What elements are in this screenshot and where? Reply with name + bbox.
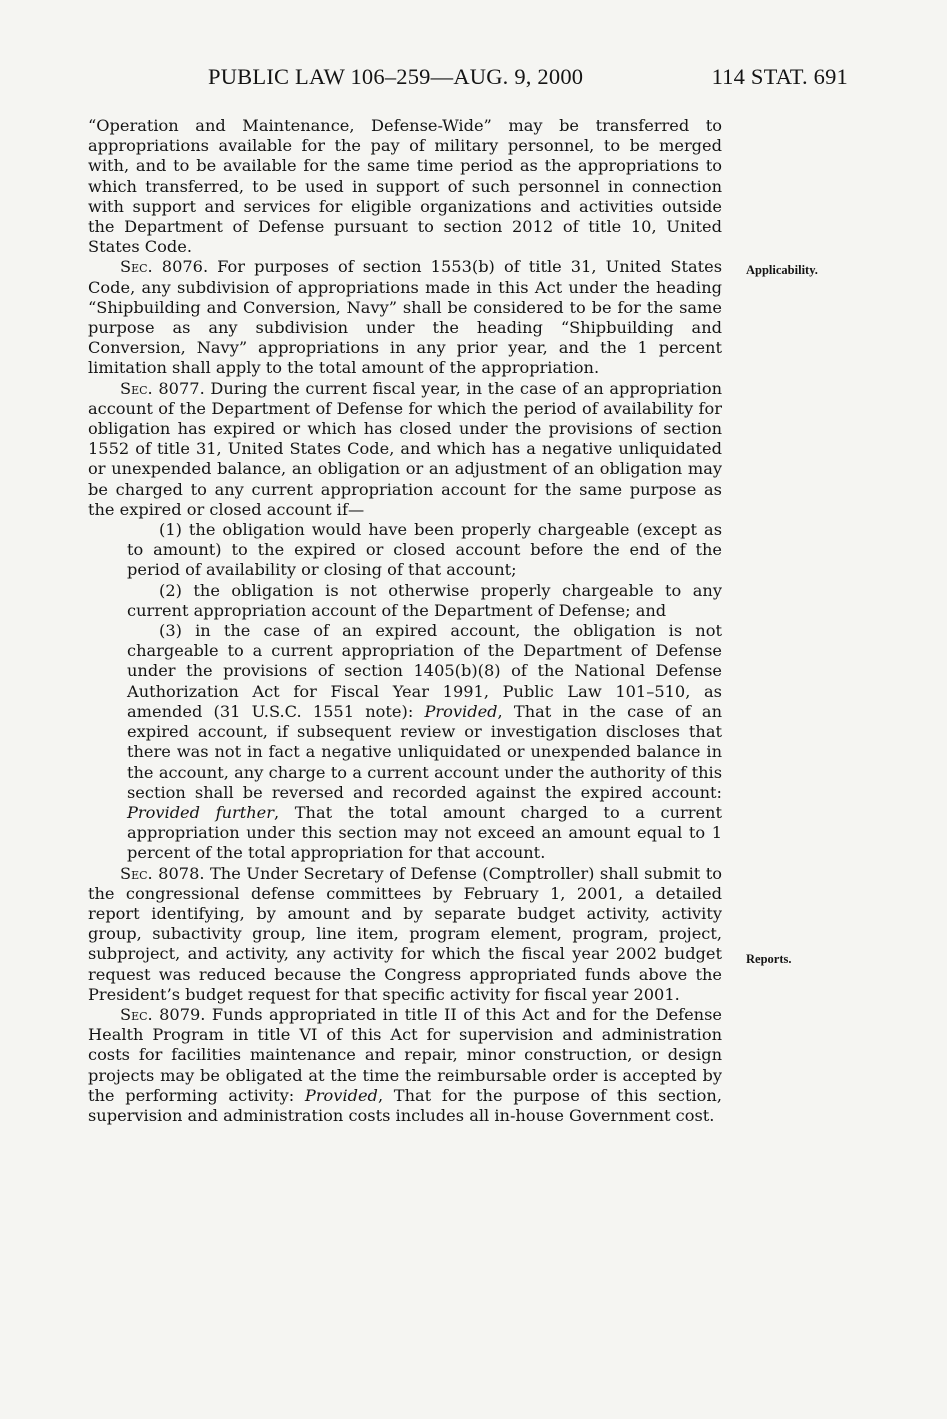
section-8078-text: . 8078. The Under Secretary of Defense (Comptroller) shall submit to the congressional defense committees by February 1, 2001, a detailed report identifying, by amount and by separate budget activity, activity group, subactivity group, line item, program element, program, project, subproject, and activity, any activity for which the fiscal year 2002 budget request was reduced because the Congress appropriated funds above the President’s budget request for that specific activity for fiscal year 2001. — [88, 863, 722, 1004]
section-8079-text-a: . 8079. Funds appropriated in title II of this Act and for the Defense Health Program in title VI of this Act for supervision and administration costs for facilities maintenance and repair, minor construction, or design projects may be obligated at the time the reimbursable order is accepted by the performing activity: — [88, 1004, 722, 1105]
paragraph-continuation: “Operation and Maintenance, Defense-Wide” may be transferred to appropriations available for the pay of military personnel, to be merged with, and to be available for the same time period as the appropriations to which transferred, to be used in support of such personnel in connection with support and services for eligible organizations and activities outside the Department of Defense pursuant to section 2012 of title 10, United States Code. — [88, 116, 722, 257]
header-citation: PUBLIC LAW 106–259—AUG. 9, 2000 — [208, 64, 584, 89]
proviso-further: Provided further — [127, 802, 274, 822]
section-8076 — [88, 257, 722, 378]
proviso: Provided — [424, 701, 498, 721]
proviso: Provided — [304, 1085, 378, 1105]
item-3-text-c: , That the total amount charged to a current appropriation under this section may not exceed an amount equal to 1 percent of the total appropriation for that account. — [127, 802, 722, 863]
item-2: (2) the obligation is not otherwise properly chargeable to any current appropriation account of the Department of Defense; and — [127, 580, 722, 620]
section-8076-text: . 8076. For purposes of section 1553(b) of title 31, United States Code, any subdivision of appropriations made in this Act under the heading “Shipbuilding and Conversion, Navy” shall be considered to be for the same purpose as any subdivision under the heading “Shipbuilding and Conversion, Navy” appropriations in any prior year, and the 1 percent limitation shall apply to the total amount of the appropriation. — [88, 257, 722, 378]
section-label: Sec — [120, 257, 148, 277]
section-8079-text-b: , That for the purpose of this section, supervision and administration costs includes all in-house Government cost. — [88, 1085, 722, 1125]
section-8079 — [88, 1005, 722, 1126]
item-1: (1) the obligation would have been properly chargeable (except as to amount) to the expired or closed account before the end of the period of availability or closing of that account; — [127, 520, 722, 580]
margin-note-applicability: Applicability. — [746, 263, 818, 277]
item-3 — [127, 621, 722, 863]
section-8078 — [88, 864, 722, 1005]
body-text — [88, 116, 722, 1126]
section-label: Sec — [120, 1004, 148, 1024]
item-3-text-a: (3) in the case of an expired account, the obligation is not chargeable to a current appropriation of the Department of Defense under the provisions of section 1405(b)(8) of the National Defense Authorization Act for Fiscal Year 1991, Public Law 101–510, as amended (31 U.S.C. 1551 note): — [127, 621, 722, 721]
item-3-text-b: , That in the case of an expired account, if subsequent review or investigation discloses that there was not in fact a negative unliquidated or unexpended balance in the account, any charge to a current account under the authority of this section shall be reversed and recorded against the expired account: — [127, 701, 722, 802]
section-8077 — [88, 379, 722, 520]
section-label: Sec — [120, 863, 148, 883]
margin-note-reports: Reports. — [746, 952, 792, 966]
section-label: Sec — [120, 378, 148, 398]
running-header — [88, 64, 848, 94]
header-page-number: 114 STAT. 691 — [711, 64, 848, 89]
section-8077-text: . 8077. During the current fiscal year, in the case of an appropriation account of the Department of Defense for which the period of availability for obligation has expired or which has closed under the provisions of section 1552 of title 31, United States Code, and which has a negative unliquidated or unexpended balance, an obligation or an adjustment of an obligation may be charged to any current appropriation account for the same purpose as the expired or closed account if— — [88, 378, 722, 519]
